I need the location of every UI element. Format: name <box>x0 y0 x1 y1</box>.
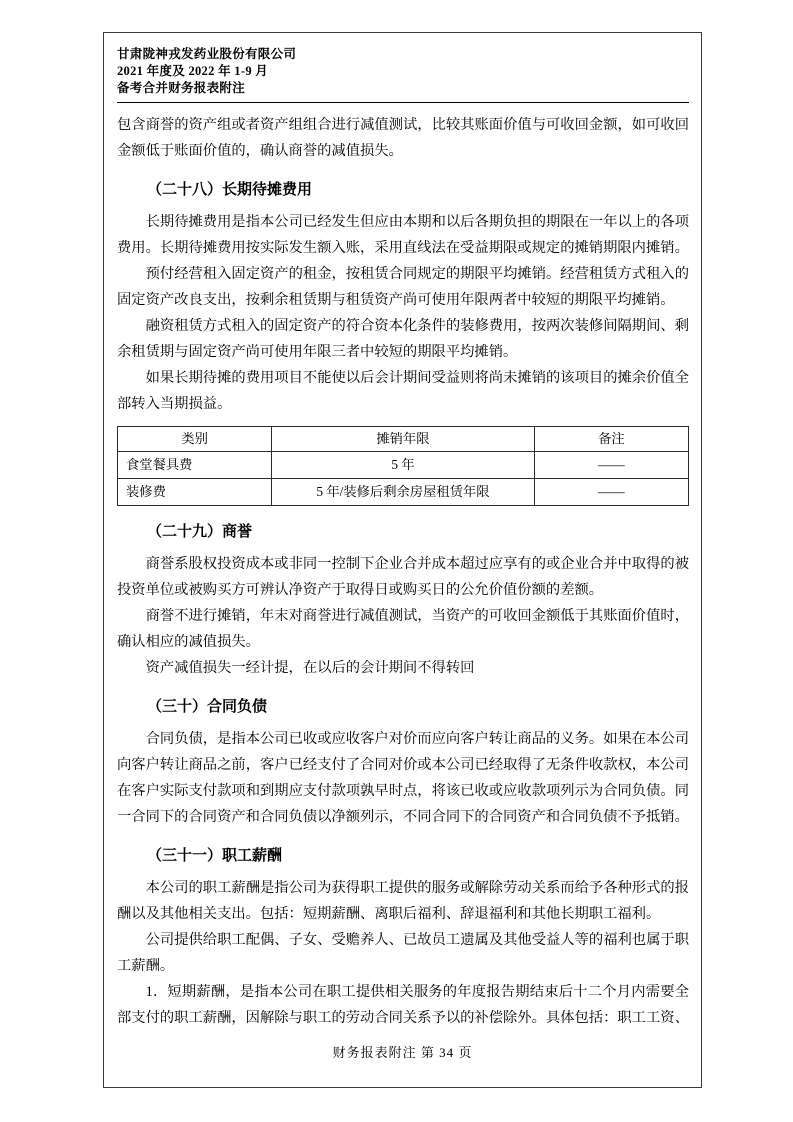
section-heading-28: （二十八）长期待摊费用 <box>147 182 313 198</box>
document-page <box>103 32 702 1088</box>
document-header <box>117 46 689 97</box>
table-cell-period: 5 年/装修后剩余房屋租赁年限 <box>272 479 535 506</box>
table-header-cell-amortization-period: 摊销年限 <box>272 427 535 452</box>
table-cell-remark: —— <box>534 452 688 479</box>
company-name: 甘肃陇神戎发药业股份有限公司 <box>117 47 297 61</box>
section-heading-30: （三十）合同负债 <box>147 699 268 715</box>
amortization-table <box>117 426 689 506</box>
paragraph: 1．短期薪酬，是指本公司在职工提供相关服务的年度报告期结束后十二个月内需要全部支付的职工薪酬，因解除与职工的劳动合同关系予以的补偿除外。具体包括：职工工资、 <box>117 984 689 1026</box>
table-cell-category: 食堂餐具费 <box>118 452 272 479</box>
table-header-cell-remark: 备注 <box>534 427 688 452</box>
document-body <box>117 112 689 1031</box>
table-header-cell-category: 类别 <box>118 427 272 452</box>
report-period: 2021 年度及 2022 年 1-9 月 <box>117 64 269 78</box>
page-footer: 财务报表附注 第 34 页 <box>332 1045 473 1060</box>
paragraph: 如果长期待摊的费用项目不能使以后会计期间受益则将尚未摊销的该项目的摊余价值全部转入当期损益。 <box>117 370 689 412</box>
paragraph-goodwill-continuation: 包含商誉的资产组或者资产组组合进行减值测试，比较其账面价值与可收回金额，如可收回金额低于账面价值的，确认商誉的减值损失。 <box>117 117 689 159</box>
paragraph: 长期待摊费用是指本公司已经发生但应由本期和以后各期负担的期限在一年以上的各项费用。长期待摊费用按实际发生额入账，采用直线法在受益期限或规定的摊销期限内摊销。 <box>117 214 689 256</box>
paragraph: 预付经营租入固定资产的租金，按租赁合同规定的期限平均摊销。经营租赁方式租入的固定资产改良支出，按剩余租赁期与租赁资产尚可使用年限两者中较短的期限平均摊销。 <box>117 266 689 308</box>
table-cell-remark: —— <box>534 479 688 506</box>
table-cell-category: 装修费 <box>118 479 272 506</box>
header-divider <box>117 102 689 103</box>
paragraph: 商誉系股权投资成本或非同一控制下企业合并成本超过应享有的或企业合并中取得的被投资单位或被购买方可辨认净资产于取得日或购买日的公允价值份额的差额。 <box>117 556 689 598</box>
table-row <box>118 479 689 506</box>
paragraph: 本公司的职工薪酬是指公司为获得职工提供的服务或解除劳动关系而给予各种形式的报酬以及其他相关支出。包括：短期薪酬、离职后福利、辞退福利和其他长期职工福利。 <box>117 880 689 922</box>
table-header-row <box>118 427 689 452</box>
section-heading-31: （三十一）职工薪酬 <box>147 848 283 864</box>
document-title: 备考合并财务报表附注 <box>117 81 246 95</box>
paragraph: 资产减值损失一经计提，在以后的会计期间不得转回 <box>145 660 475 676</box>
section-heading-29: （二十九）商誉 <box>147 524 253 540</box>
paragraph: 合同负债，是指本公司已收或应收客户对价而应向客户转让商品的义务。如果在本公司向客户转让商品之前，客户已经支付了合同对价或本公司已经取得了无条件收款权，本公司在客户实际支付款项和到期应支付款项孰早时点，将该已收或应收款项列示为合同负债。同一合同下的合同资产和合同负债以净额列示，不同合同下的合同资产和合同负债不予抵销。 <box>117 731 689 825</box>
paragraph: 公司提供给职工配偶、子女、受赡养人、已故员工遗属及其他受益人等的福利也属于职工薪酬。 <box>117 932 689 974</box>
table-cell-period: 5 年 <box>272 452 535 479</box>
table-row <box>118 452 689 479</box>
paragraph: 融资租赁方式租入的固定资产的符合资本化条件的装修费用，按两次装修间隔期间、剩余租赁期与固定资产尚可使用年限三者中较短的期限平均摊销。 <box>117 318 689 360</box>
paragraph: 商誉不进行摊销，年末对商誉进行减值测试，当资产的可收回金额低于其账面价值时，确认相应的减值损失。 <box>117 608 689 650</box>
